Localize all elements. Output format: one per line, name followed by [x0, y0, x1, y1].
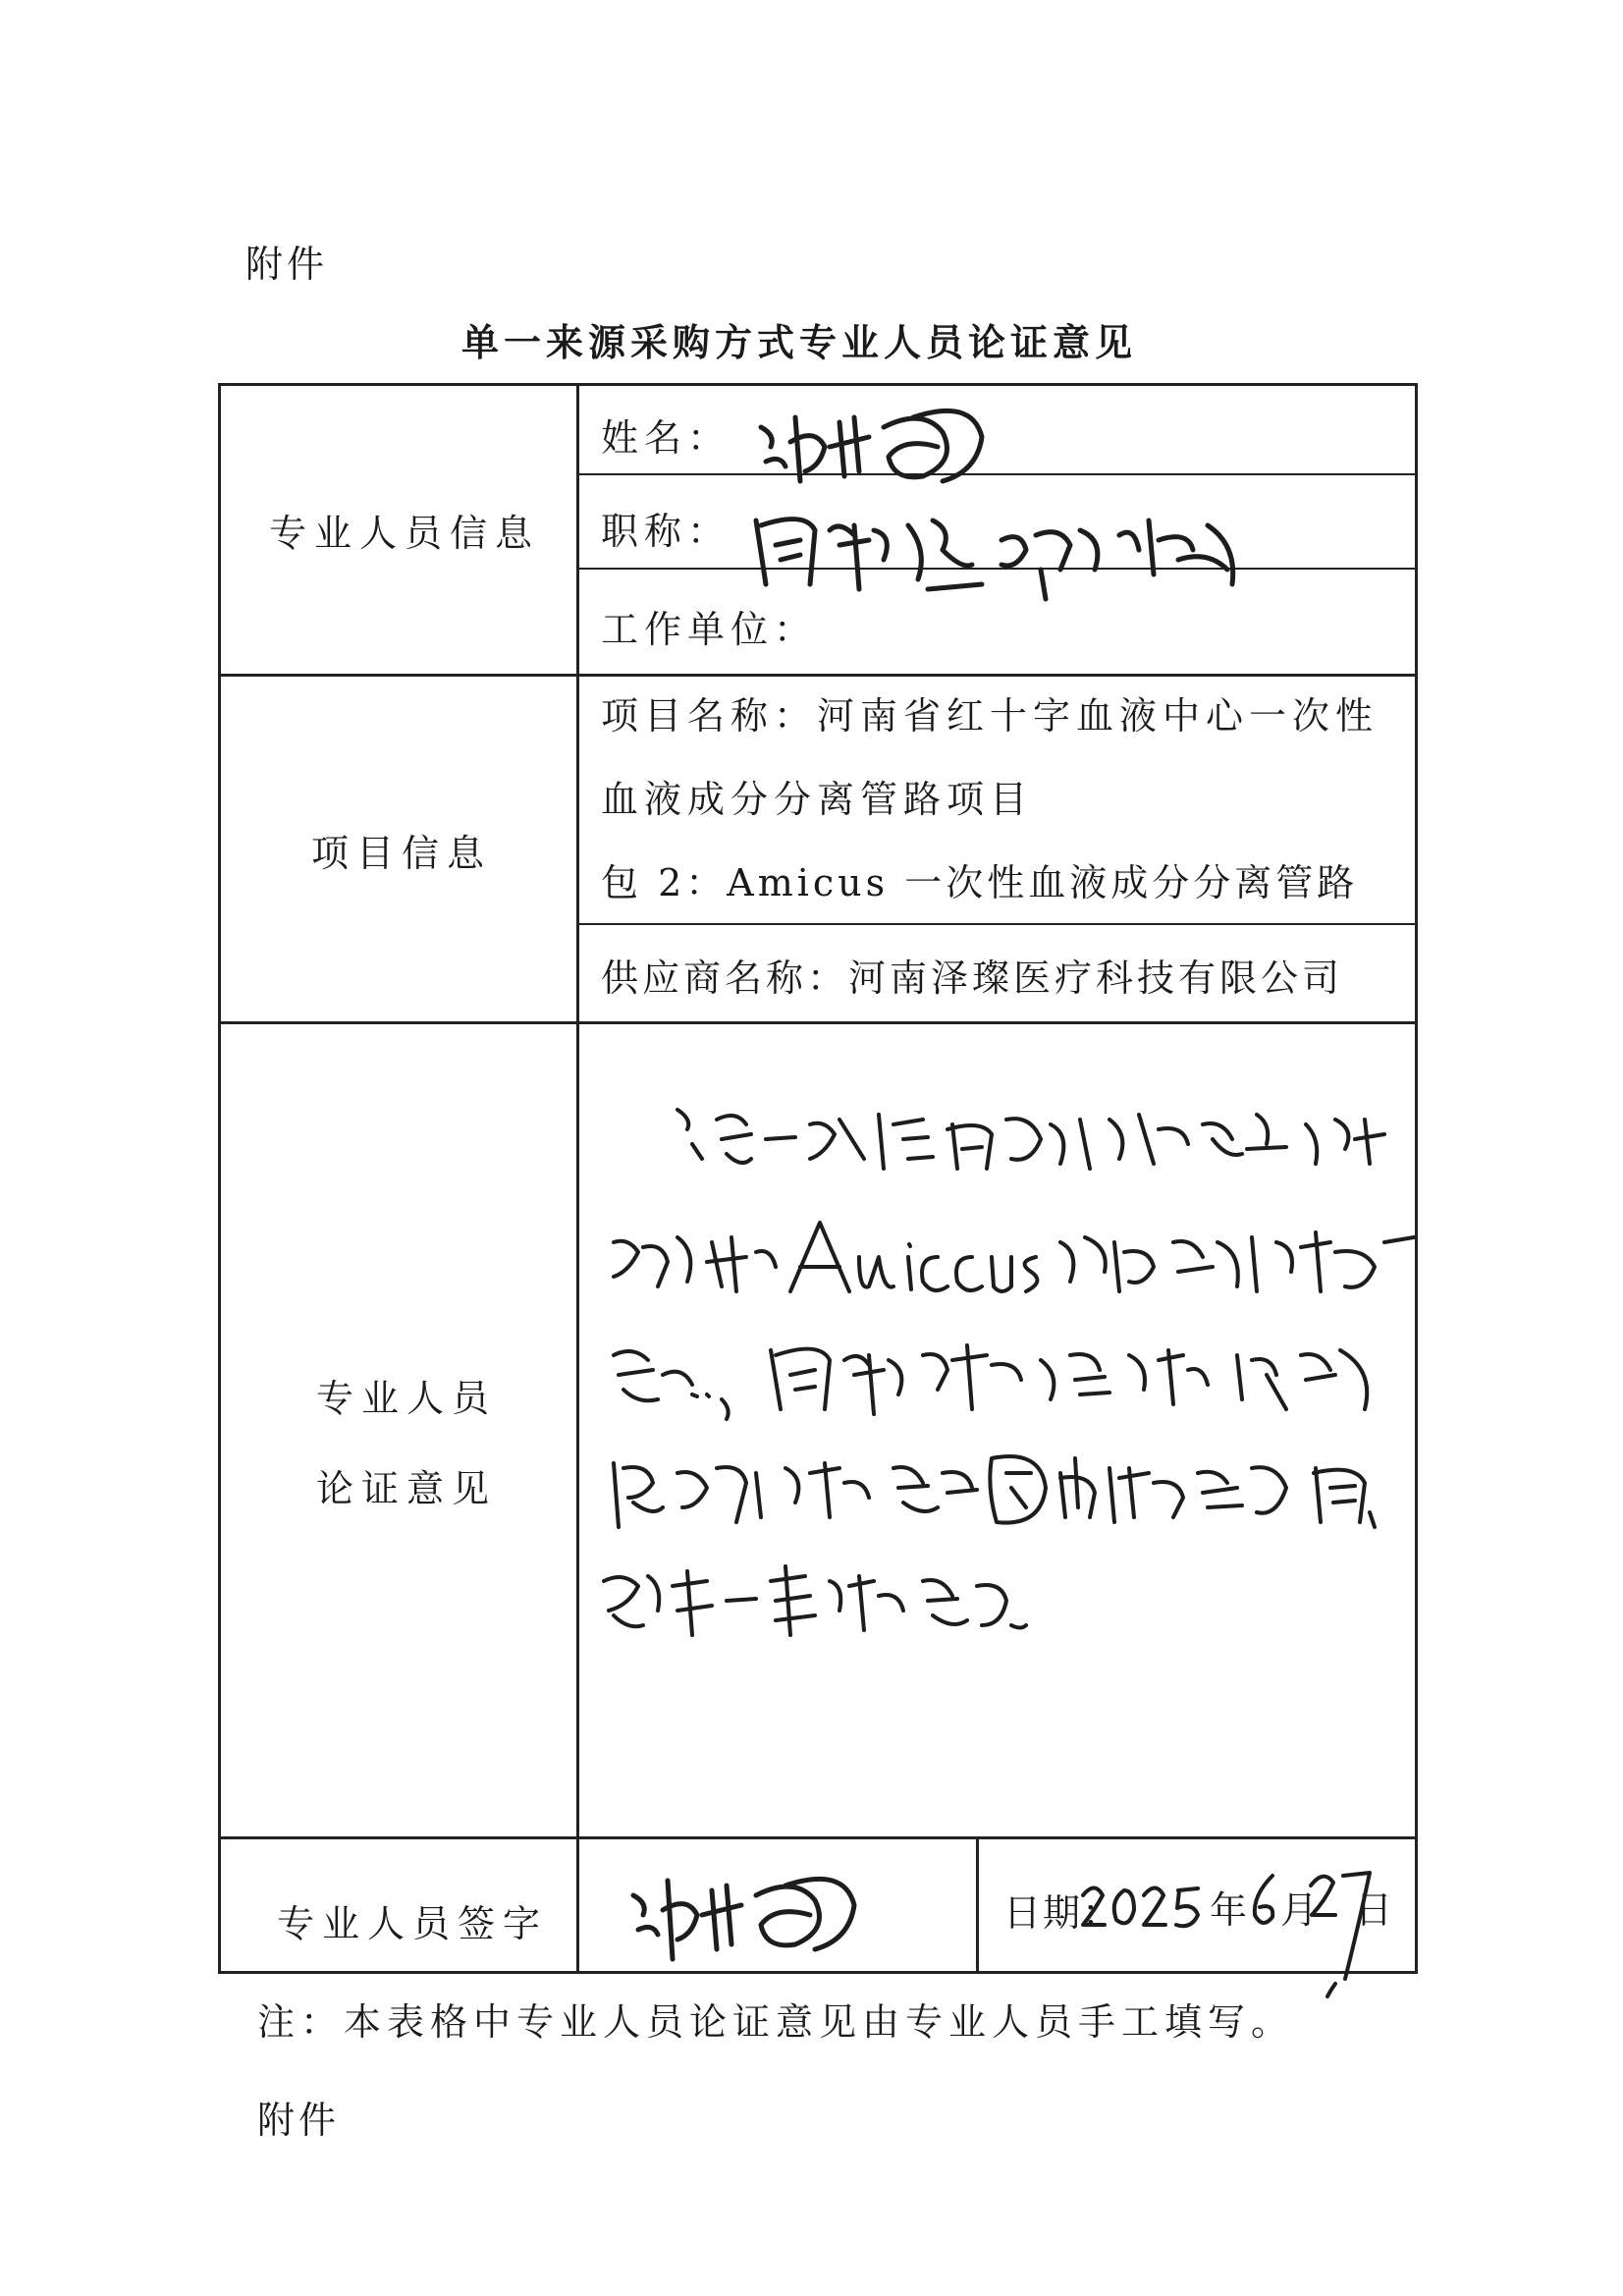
attachment-label-bottom: 附件 [257, 2099, 341, 2142]
section-rule-expert [218, 674, 1418, 677]
date-year-char: 年 [1210, 1888, 1254, 1932]
work-unit-field-label: 工作单位： [601, 608, 818, 651]
title-field-label: 职称： [601, 510, 731, 553]
signature-label: 专业人员签字 [277, 1902, 549, 1945]
opinion-label-line1: 专业人员 [316, 1377, 498, 1420]
handwritten-opinion-line1 [668, 1080, 1414, 1188]
attachment-label-top: 附件 [245, 243, 329, 286]
handwritten-signature-bottom [619, 1856, 874, 1964]
handwritten-opinion-line4 [599, 1429, 1424, 1557]
date-day-char: 日 [1355, 1888, 1399, 1932]
handwritten-date-year-digits [1075, 1871, 1213, 1940]
project-name-line1: 项目名称：河南省红十字血液中心一次性 [601, 694, 1380, 738]
handwritten-opinion-line3 [599, 1316, 1424, 1434]
document-title: 单一来源采购方式专业人员论证意见 [461, 321, 1138, 364]
handwritten-opinion-line2 [599, 1203, 1443, 1311]
handwritten-opinion-line5 [589, 1542, 1041, 1650]
project-name-line2: 血液成分分离管路项目 [601, 778, 1034, 821]
form-border-right [1415, 383, 1418, 1974]
opinion-label-line2: 论证意见 [316, 1467, 498, 1510]
footnote: 注：本表格中专业人员论证意见由专业人员手工填写。 [257, 2000, 1295, 2044]
form-border-top [218, 383, 1418, 386]
handwritten-date-month-digit [1245, 1866, 1284, 1935]
package-line: 包 2：Amicus 一次性血液成分分离管路 [601, 861, 1359, 904]
date-field-label: 日期： [1003, 1891, 1122, 1935]
handwritten-name-signature [746, 388, 1001, 496]
row-rule-supplier [576, 923, 1418, 925]
name-field-label: 姓名： [601, 416, 731, 460]
project-info-label: 项目信息 [311, 832, 493, 875]
date-month-char: 月 [1280, 1888, 1325, 1932]
form-border-left [218, 383, 221, 1974]
form-border-bottom [218, 1971, 1418, 1974]
column-divider [576, 383, 579, 1974]
section-rule-project [218, 1021, 1418, 1024]
handwritten-professional-title [746, 491, 1257, 609]
handwritten-date-day-digits [1306, 1861, 1384, 1998]
signature-date-divider [976, 1836, 979, 1974]
supplier-line: 供应商名称：河南泽璨医疗科技有限公司 [601, 957, 1344, 1000]
section-rule-opinion [218, 1836, 1418, 1839]
expert-info-label: 专业人员信息 [269, 512, 541, 555]
